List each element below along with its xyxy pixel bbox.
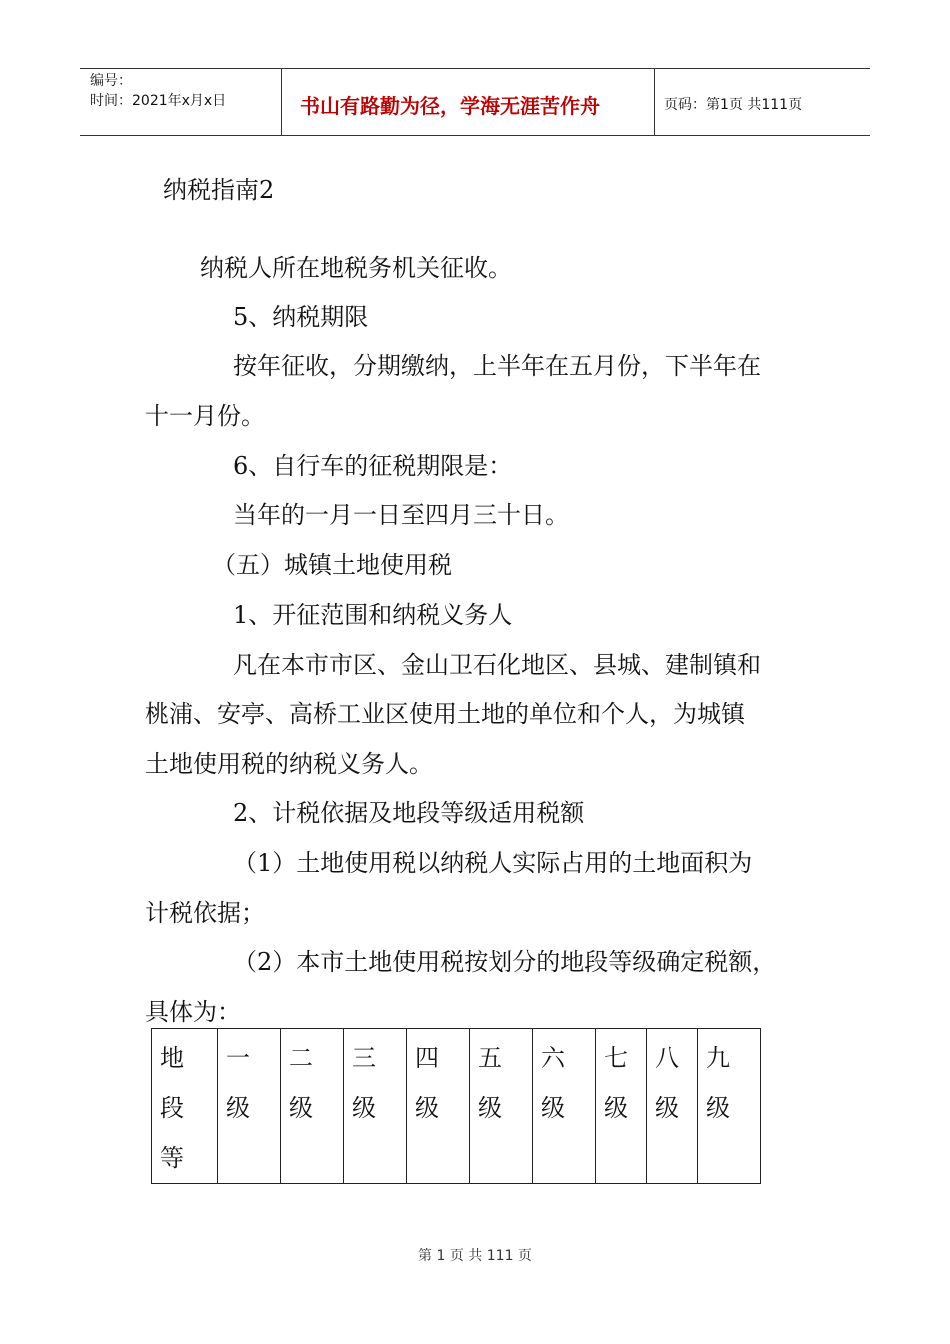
land-grade-table <box>151 1028 761 1184</box>
section-heading: （五）城镇土地使用税 <box>212 551 452 579</box>
table-cell <box>596 1029 647 1184</box>
header-motto: 书山有路勤为径，学海无涯苦作舟 <box>300 94 600 118</box>
table-cell <box>281 1029 344 1184</box>
page-indicator: 页码：第1页 共111页 <box>664 97 803 113</box>
header-top-rule <box>80 68 870 69</box>
document-title: 纳税指南2 <box>163 176 275 204</box>
paragraph-line: （1）土地使用税以纳税人实际占用的土地面积为 <box>233 849 753 877</box>
paragraph-line: 纳税人所在地税务机关征收。 <box>200 254 512 282</box>
cell-text: 四 级 <box>415 1044 439 1122</box>
cell-text: 七 级 <box>604 1044 628 1122</box>
header-divider-left <box>281 68 282 136</box>
cell-text: 五 级 <box>478 1044 502 1122</box>
page-footer: 第 1 页 共 111 页 <box>418 1248 532 1264</box>
paragraph-line: 按年征收，分期缴纳，上半年在五月份，下半年在 <box>233 352 761 380</box>
section-heading: 2、计税依据及地段等级适用税额 <box>233 799 585 827</box>
table-row <box>152 1029 761 1184</box>
doc-number-label: 编号： <box>90 73 132 89</box>
table-cell <box>407 1029 470 1184</box>
table-cell <box>344 1029 407 1184</box>
table-cell <box>698 1029 761 1184</box>
paragraph-line: （2）本市土地使用税按划分的地段等级确定税额， <box>233 948 777 976</box>
header-divider-right <box>654 68 655 136</box>
table-cell <box>533 1029 596 1184</box>
cell-text: 九 级 <box>706 1044 730 1122</box>
cell-text: 地 段 等 <box>160 1044 184 1172</box>
paragraph-line: 计税依据； <box>145 899 265 927</box>
cell-text: 一 级 <box>226 1044 250 1122</box>
table-cell <box>647 1029 698 1184</box>
table-cell <box>470 1029 533 1184</box>
cell-text: 三 级 <box>352 1044 376 1122</box>
section-heading: 5、纳税期限 <box>233 303 369 331</box>
section-heading: 6、自行车的征税期限是： <box>233 452 513 480</box>
paragraph-line: 十一月份。 <box>145 402 265 430</box>
section-heading: 1、开征范围和纳税义务人 <box>233 601 513 629</box>
paragraph-line: 土地使用税的纳税义务人。 <box>145 750 433 778</box>
cell-text: 八 级 <box>655 1044 679 1122</box>
paragraph-line: 具体为： <box>145 998 241 1026</box>
paragraph-line: 桃浦、安亭、高桥工业区使用土地的单位和个人，为城镇 <box>145 700 745 728</box>
header-bottom-rule <box>80 135 870 136</box>
table-cell <box>152 1029 218 1184</box>
cell-text: 六 级 <box>541 1044 565 1122</box>
doc-time-label: 时间：2021年x月x日 <box>90 93 227 109</box>
cell-text: 二 级 <box>289 1044 313 1122</box>
paragraph-line: 当年的一月一日至四月三十日。 <box>233 501 569 529</box>
paragraph-line: 凡在本市市区、金山卫石化地区、县城、建制镇和 <box>233 651 761 679</box>
table-cell <box>218 1029 281 1184</box>
